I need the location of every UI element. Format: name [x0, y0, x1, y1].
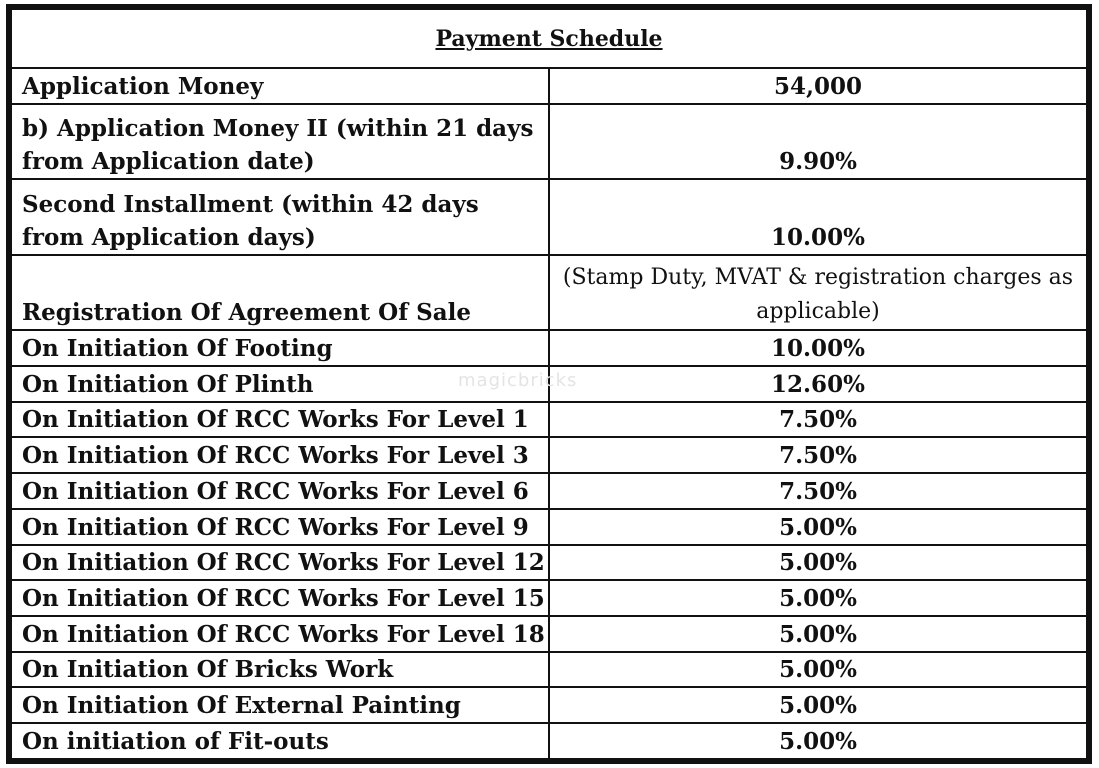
row-label: On initiation of Fit-outs: [11, 723, 549, 759]
row-value: 5.00%: [549, 545, 1087, 581]
row-label: Second Installment (within 42 days from Application days): [11, 179, 549, 255]
row-label: On Initiation Of RCC Works For Level 15: [11, 580, 549, 616]
table-title: Payment Schedule: [435, 25, 663, 52]
table-row: [11, 723, 1087, 759]
row-label: Application Money: [11, 68, 549, 104]
row-label: On Initiation Of RCC Works For Level 1: [11, 402, 549, 438]
row-value: 12.60%: [549, 366, 1087, 402]
row-value: 5.00%: [549, 687, 1087, 723]
table-row: [11, 473, 1087, 509]
watermark-text: magicbricks: [458, 370, 578, 391]
row-value: 7.50%: [549, 437, 1087, 473]
payment-schedule-sheet: [6, 4, 1092, 764]
table-row: [11, 104, 1087, 180]
row-value: 7.50%: [549, 402, 1087, 438]
row-value: 10.00%: [549, 179, 1087, 255]
row-value: 7.50%: [549, 473, 1087, 509]
row-value: 5.00%: [549, 652, 1087, 688]
row-value-note: (Stamp Duty, MVAT & registration charges as applicable): [549, 255, 1087, 331]
table-row: [11, 616, 1087, 652]
table-row: [11, 580, 1087, 616]
row-label: Registration Of Agreement Of Sale: [11, 255, 549, 331]
row-label: On Initiation Of RCC Works For Level 6: [11, 473, 549, 509]
row-label: On Initiation Of RCC Works For Level 3: [11, 437, 549, 473]
table-row: [11, 402, 1087, 438]
table-row: [11, 255, 1087, 331]
title-row: [11, 9, 1087, 68]
payment-schedule-table: [10, 8, 1088, 760]
table-row: [11, 68, 1087, 104]
row-label: On Initiation Of Bricks Work: [11, 652, 549, 688]
table-row: [11, 545, 1087, 581]
row-value: 5.00%: [549, 723, 1087, 759]
row-label: On Initiation Of Plinth: [11, 366, 549, 402]
table-row: [11, 330, 1087, 366]
table-row: [11, 179, 1087, 255]
table-row: [11, 652, 1087, 688]
row-value: 10.00%: [549, 330, 1087, 366]
table-row: [11, 509, 1087, 545]
row-label: b) Application Money II (within 21 days from Application date): [11, 104, 549, 180]
row-value: 5.00%: [549, 580, 1087, 616]
row-label: On Initiation Of RCC Works For Level 18: [11, 616, 549, 652]
row-value: 5.00%: [549, 616, 1087, 652]
title-cell: [11, 9, 1087, 68]
row-label: On Initiation Of RCC Works For Level 9: [11, 509, 549, 545]
table-row: [11, 437, 1087, 473]
row-value: 9.90%: [549, 104, 1087, 180]
row-label: On Initiation Of RCC Works For Level 12: [11, 545, 549, 581]
row-value: 5.00%: [549, 509, 1087, 545]
row-label: On Initiation Of Footing: [11, 330, 549, 366]
table-row: [11, 366, 1087, 402]
table-row: [11, 687, 1087, 723]
row-label: On Initiation Of External Painting: [11, 687, 549, 723]
row-value: 54,000: [549, 68, 1087, 104]
